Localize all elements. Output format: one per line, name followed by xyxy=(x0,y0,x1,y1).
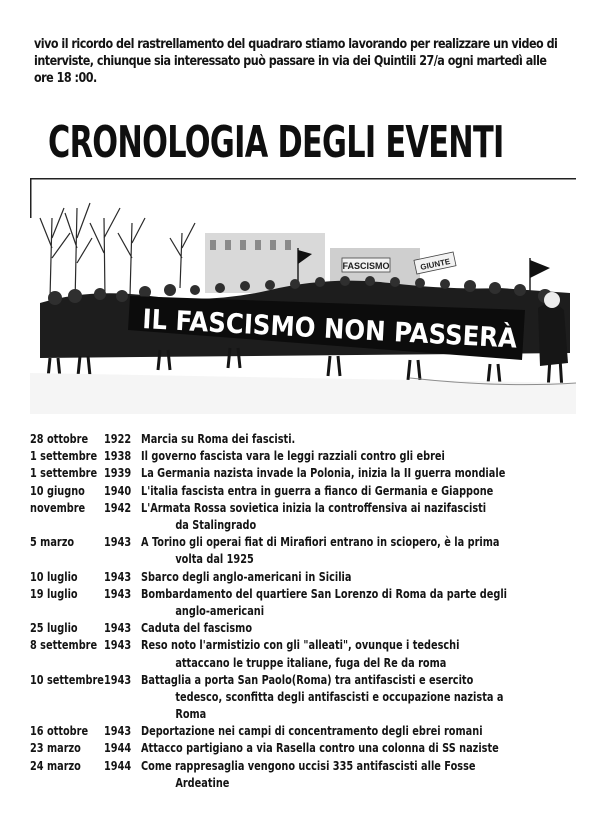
event-date: 8 settembre xyxy=(30,637,98,653)
event-timeline xyxy=(30,430,590,791)
timeline-row xyxy=(30,447,590,464)
event-description-line: Battaglia a porta San Paolo(Roma) tra antifascisti e esercito xyxy=(141,671,474,687)
event-date: 10 giugno xyxy=(30,482,85,498)
event-description xyxy=(141,739,499,756)
timeline-row xyxy=(30,636,590,670)
event-description-line: Caduta del fascismo xyxy=(141,620,253,636)
event-year: 1938 xyxy=(104,448,132,464)
event-year: 1943 xyxy=(104,671,132,687)
event-description xyxy=(141,533,499,567)
event-description xyxy=(141,447,445,464)
event-description-line: Attacco partigiano a via Rasella contro una colonna di SS naziste xyxy=(141,740,499,756)
event-description xyxy=(141,464,505,481)
timeline-row xyxy=(30,430,590,447)
event-description xyxy=(141,671,503,723)
event-description-line: Deportazione nei campi di concentramento degli ebrei romani xyxy=(141,723,483,739)
event-description xyxy=(141,568,351,585)
event-year: 1940 xyxy=(104,482,132,498)
event-description-line: Bombardamento del quartiere San Lorenzo di Roma da parte degli xyxy=(141,585,508,601)
event-date: 25 luglio xyxy=(30,620,78,636)
timeline-row xyxy=(30,499,590,533)
event-description-line: Come rappresaglia vengono uccisi 335 antifascisti alle Fosse xyxy=(141,757,476,773)
event-date: 1 settembre xyxy=(30,465,98,481)
timeline-row xyxy=(30,671,590,723)
event-description xyxy=(141,585,507,619)
event-description-line: tedesco, sconfitta degli antifascisti e occupazione nazista a xyxy=(175,688,504,704)
event-description xyxy=(141,430,295,447)
timeline-row xyxy=(30,722,590,739)
event-description-line: anglo-americani xyxy=(175,602,265,618)
event-date: novembre xyxy=(30,499,86,515)
event-year: 1943 xyxy=(104,568,132,584)
event-year: 1922 xyxy=(104,431,132,446)
timeline-row xyxy=(30,739,590,756)
intro-line: ore 18 :00. xyxy=(34,71,97,86)
intro-line: interviste, chiunque sia interessato può passare in via dei Quintili 27/a ogni martedì alle xyxy=(34,54,547,69)
event-description-line: Sbarco degli anglo-americani in Sicilia xyxy=(141,568,352,584)
event-year: 1944 xyxy=(104,757,132,773)
event-description xyxy=(141,636,459,670)
event-description-line: A Torino gli operai fiat di Mirafiori entrano in sciopero, è la prima xyxy=(141,534,500,550)
event-description-line: Reso noto l'armistizio con gli "alleati", ovunque i tedeschi xyxy=(141,637,460,653)
event-description-line: volta dal 1925 xyxy=(175,551,254,567)
event-date: 10 luglio xyxy=(30,568,78,584)
event-year: 1939 xyxy=(104,465,132,481)
event-date: 1 settembre xyxy=(30,448,98,464)
event-description-line: Ardeatine xyxy=(175,774,230,790)
intro-paragraph xyxy=(34,36,572,87)
timeline-row xyxy=(30,482,590,499)
event-description-line: La Germania nazista invade la Polonia, inizia la II guerra mondiale xyxy=(141,465,506,481)
timeline-row xyxy=(30,464,590,481)
event-date: 10 settembre xyxy=(30,671,104,687)
event-date: 19 luglio xyxy=(30,585,78,601)
event-year: 1942 xyxy=(104,499,132,515)
placard-text: FASCISMO xyxy=(342,261,390,271)
event-year: 1944 xyxy=(104,740,132,756)
page-title: CRONOLOGIA DEGLI EVENTI xyxy=(48,117,504,168)
event-description xyxy=(141,619,252,636)
event-description-line: L'italia fascista entra in guerra a fianco di Germania e Giappone xyxy=(141,482,494,498)
event-description-line: Il governo fascista vara le leggi razziali contro gli ebrei xyxy=(141,448,445,464)
timeline-row xyxy=(30,757,590,791)
event-date: 5 marzo xyxy=(30,534,75,550)
event-description-line: Roma xyxy=(175,706,207,722)
placard-text: GIUNTE xyxy=(419,256,452,273)
event-date: 24 marzo xyxy=(30,757,81,773)
event-date: 28 ottobre xyxy=(30,431,89,446)
event-description-line: da Stalingrado xyxy=(175,516,257,532)
timeline-row xyxy=(30,619,590,636)
event-date: 16 ottobre xyxy=(30,723,89,739)
event-year: 1943 xyxy=(104,534,132,550)
banner-text: IL FASCISMO NON PASSERÀ xyxy=(141,304,558,357)
timeline-row xyxy=(30,585,590,619)
timeline-row xyxy=(30,568,590,585)
event-year: 1943 xyxy=(104,620,132,636)
intro-line: vivo il ricordo del rastrellamento del quadraro stiamo lavorando per realizzare un video di xyxy=(34,37,558,52)
event-description-line: L'Armata Rossa sovietica inizia la controffensiva ai nazifascisti xyxy=(141,499,487,515)
event-description-line: Marcia su Roma dei fascisti. xyxy=(141,431,296,446)
protest-march-photo xyxy=(30,178,576,414)
event-date: 23 marzo xyxy=(30,740,81,756)
event-description xyxy=(141,757,475,791)
event-year: 1943 xyxy=(104,637,132,653)
event-year: 1943 xyxy=(104,585,132,601)
event-description xyxy=(141,482,493,499)
event-description xyxy=(141,499,486,533)
event-description xyxy=(141,722,483,739)
event-description-line: attaccano le truppe italiane, fuga del Re da roma xyxy=(175,654,447,670)
timeline-row xyxy=(30,533,590,567)
event-year: 1943 xyxy=(104,723,132,739)
